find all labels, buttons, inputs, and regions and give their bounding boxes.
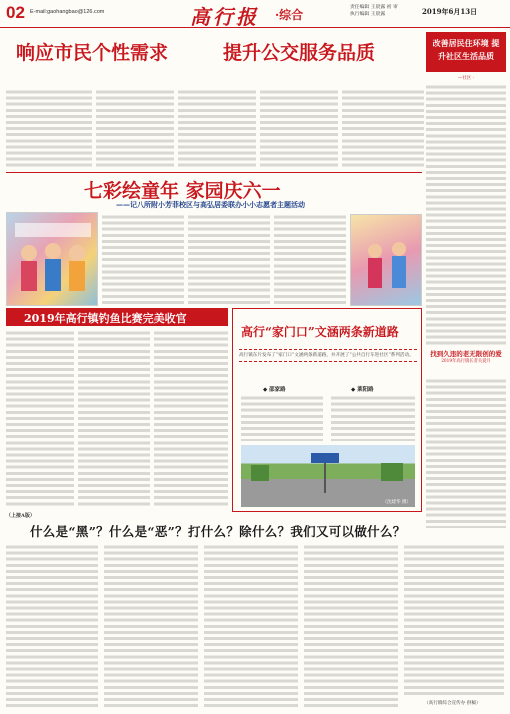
bottom-footer: （高行镇综合宣传办 供稿） <box>424 701 481 706</box>
right-text1 <box>426 84 506 346</box>
newspaper-title: 高行报 <box>190 5 259 29</box>
right-subtitle2: 2019年高行镇长者关爱月 <box>441 359 491 364</box>
right-text2 <box>426 378 506 528</box>
editor-name: 王晨露 <box>370 5 386 10</box>
article2-col1 <box>102 214 184 306</box>
right-title1: 改善居民住环境 提升社区生活品质 <box>432 38 500 61</box>
editor-label: 责任编辑 <box>350 5 370 10</box>
article2-photo <box>6 212 98 306</box>
main-headline <box>6 38 420 64</box>
bottom-col5 <box>404 544 504 698</box>
performance-photo-icon <box>351 215 423 307</box>
source-tag: （上接A版） <box>6 513 35 519</box>
article3-col2 <box>78 330 150 506</box>
right-title2-box <box>426 350 506 374</box>
article3-col1 <box>6 330 74 506</box>
article2-col3 <box>274 214 346 306</box>
road2-text <box>331 395 415 441</box>
headline-left: 响应市民个性需求 <box>16 42 169 64</box>
bottom-headline: 什么是“黑”？什么是“恶”？打什么？除什么？我们又可以做什么？ <box>30 524 406 539</box>
road1-label: ◆ 邵家路 <box>263 387 286 393</box>
article2-header <box>6 172 422 210</box>
article4-lead: 高行镇东片发布了“家门口”文涵两条新道路，并开展了“公共自行车进社区”系列活动。 <box>239 349 417 362</box>
article2-photo2 <box>350 214 422 306</box>
contact-email: E-mail:gaohangbao@126.com <box>30 9 105 15</box>
right-subtitle1: —社区 · <box>457 76 475 81</box>
proof-label: 初 审 <box>386 5 398 10</box>
article3-col3 <box>154 330 228 506</box>
bottom-col3 <box>204 544 298 708</box>
bottom-col4 <box>304 544 398 708</box>
article1-col3 <box>178 89 256 169</box>
road1-text <box>241 395 323 441</box>
road2-label: ◆ 莱阳路 <box>351 387 374 393</box>
masthead <box>0 0 510 28</box>
article1-col4 <box>260 89 338 169</box>
article4-title: 高行“家门口”文涵两条新道路 <box>241 325 399 339</box>
right-column <box>426 32 506 528</box>
street-sign-icon <box>241 445 415 507</box>
article1-col2 <box>96 89 174 169</box>
right-title1-box <box>426 32 506 72</box>
section-name: ·综合 <box>275 8 304 22</box>
article1-col1 <box>6 89 92 169</box>
right-title2: 找到久违的老无限创的爱 <box>430 350 502 358</box>
headline-right: 提升公交服务品质 <box>223 42 376 64</box>
page-number: 02 <box>6 3 25 22</box>
designer-name: 王晨露 <box>370 12 386 17</box>
article2-title: 七彩绘童年 家园庆六一 <box>84 180 281 202</box>
article3-banner <box>6 308 228 326</box>
photo-caption: （沈建华 摄） <box>382 500 411 505</box>
article1-col5 <box>342 89 424 169</box>
article3-title: 2019年高行镇钓鱼比赛完美收官 <box>24 312 187 325</box>
article2-col2 <box>188 214 270 306</box>
article4-box <box>232 308 422 512</box>
article2-subtitle: ——记八所附小芳菲校区与高弘居委联办小小志愿者主题活动 <box>116 200 305 209</box>
designer-label: 执行编辑 <box>350 12 370 17</box>
bottom-col2 <box>104 544 198 708</box>
bottom-col1 <box>6 544 98 708</box>
street-photo <box>241 445 415 507</box>
issue-date: 2019年6月13日 <box>422 7 478 16</box>
children-photo-icon <box>7 213 99 307</box>
